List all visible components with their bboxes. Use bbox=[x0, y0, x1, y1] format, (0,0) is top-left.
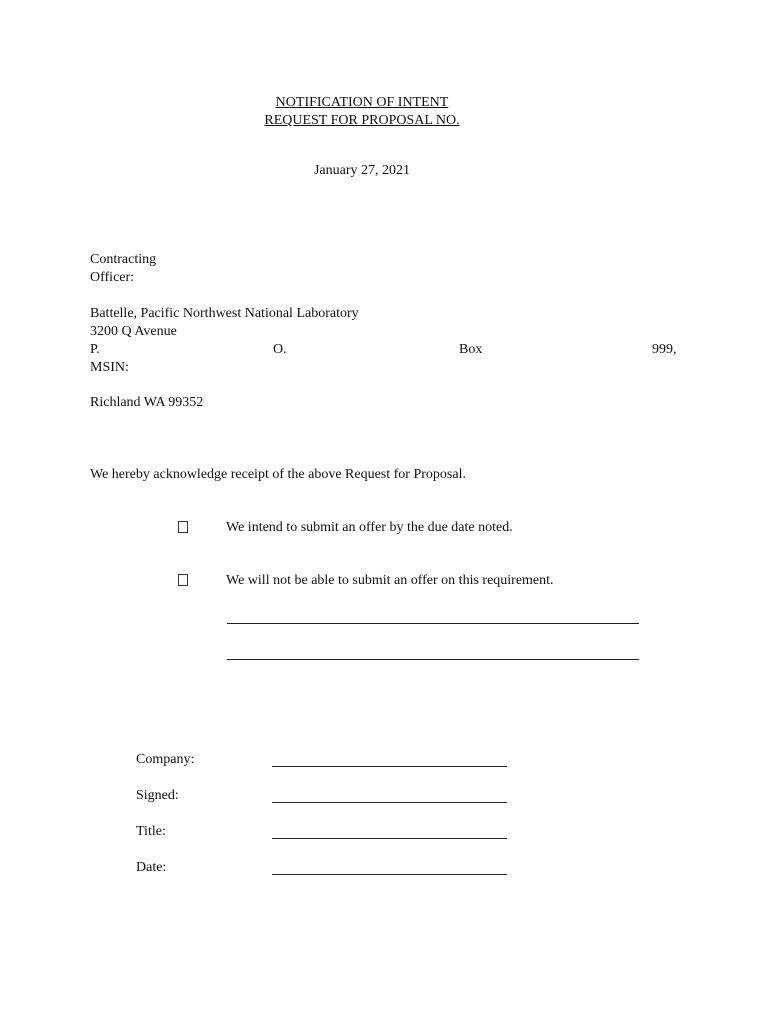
company-field[interactable] bbox=[272, 766, 507, 767]
decline-submit-checkbox[interactable] bbox=[178, 574, 188, 586]
acknowledgement-text: We hereby acknowledge receipt of the above Request for Proposal. bbox=[90, 467, 466, 482]
date-field[interactable] bbox=[272, 874, 507, 875]
document-date: January 27, 2021 bbox=[313, 163, 411, 178]
contact-street: 3200 Q Avenue bbox=[90, 324, 177, 339]
company-label: Company: bbox=[136, 752, 195, 767]
comment-line-2[interactable] bbox=[227, 659, 639, 660]
contact-label-line1: Contracting bbox=[90, 252, 157, 267]
document-title-line2: REQUEST FOR PROPOSAL NO. bbox=[264, 113, 460, 128]
contact-msin: MSIN: bbox=[90, 360, 129, 375]
signed-label: Signed: bbox=[136, 788, 179, 803]
document-title-line1: NOTIFICATION OF INTENT bbox=[275, 95, 449, 110]
option-decline-label: We will not be able to submit an offer on this requirement. bbox=[226, 573, 554, 588]
contact-po-part2: O. bbox=[273, 342, 287, 357]
comment-line-1[interactable] bbox=[227, 623, 639, 624]
date-label: Date: bbox=[136, 860, 167, 875]
contact-label-line2: Officer: bbox=[90, 270, 135, 285]
contact-po-part4: 999, bbox=[652, 342, 677, 357]
contact-po-part1: P. bbox=[90, 342, 100, 357]
title-field[interactable] bbox=[272, 838, 507, 839]
option-intend-label: We intend to submit an offer by the due date noted. bbox=[226, 520, 513, 535]
intend-submit-checkbox[interactable] bbox=[178, 521, 188, 533]
contact-city: Richland WA 99352 bbox=[90, 395, 204, 410]
signed-field[interactable] bbox=[272, 802, 507, 803]
contact-org: Battelle, Pacific Northwest National Laboratory bbox=[90, 306, 359, 321]
title-label: Title: bbox=[136, 824, 166, 839]
contact-po-part3: Box bbox=[459, 342, 483, 357]
